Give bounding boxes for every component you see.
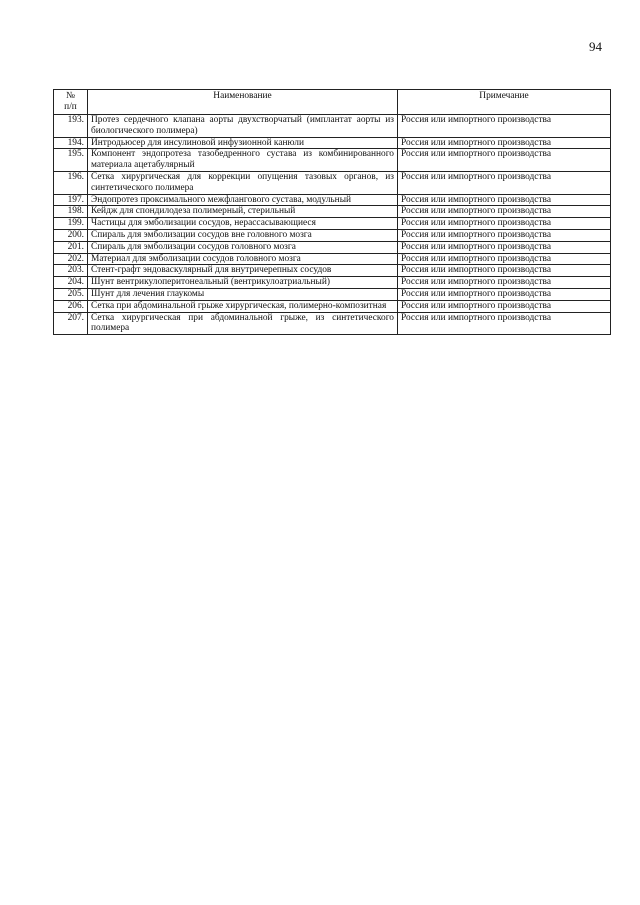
table-row bbox=[54, 137, 611, 149]
table-row bbox=[54, 241, 611, 253]
row-number: 206. bbox=[54, 300, 88, 312]
origin-note: Россия или импортного производства bbox=[398, 149, 611, 172]
device-name: Стент-графт эндоваскулярный для внутричерепных сосудов bbox=[88, 265, 398, 277]
column-header-number-abbr: п/п bbox=[64, 102, 77, 112]
column-header-number-symbol: № bbox=[66, 91, 75, 101]
row-number: 204. bbox=[54, 277, 88, 289]
table-row bbox=[54, 149, 611, 172]
origin-note: Россия или импортного производства bbox=[398, 137, 611, 149]
row-number: 205. bbox=[54, 288, 88, 300]
row-number: 202. bbox=[54, 253, 88, 265]
origin-note: Россия или импортного производства bbox=[398, 115, 611, 138]
origin-note: Россия или импортного производства bbox=[398, 229, 611, 241]
table-row bbox=[54, 206, 611, 218]
origin-note: Россия или импортного производства bbox=[398, 277, 611, 289]
column-header-note: Примечание bbox=[398, 90, 611, 115]
medical-devices-table bbox=[53, 89, 611, 335]
device-name: Протез сердечного клапана аорты двухстворчатый (имплантат аорты из биологического полимера) bbox=[88, 115, 398, 138]
table-row bbox=[54, 288, 611, 300]
device-name: Шунт вентрикулоперитонеальный (вентрикулоатриальный) bbox=[88, 277, 398, 289]
table-row bbox=[54, 115, 611, 138]
table-row bbox=[54, 253, 611, 265]
row-number: 197. bbox=[54, 194, 88, 206]
table-body bbox=[54, 115, 611, 335]
origin-note: Россия или импортного производства bbox=[398, 218, 611, 230]
table-row bbox=[54, 171, 611, 194]
row-number: 207. bbox=[54, 312, 88, 335]
origin-note: Россия или импортного производства bbox=[398, 241, 611, 253]
device-name: Сетка хирургическая при абдоминальной грыже, из синтетического полимера bbox=[88, 312, 398, 335]
device-name: Компонент эндопротеза тазобедренного сустава из комбинированного материала ацетабулярный bbox=[88, 149, 398, 172]
column-header-name: Наименование bbox=[88, 90, 398, 115]
device-name: Сетка хирургическая для коррекции опущения тазовых органов, из синтетического полимера bbox=[88, 171, 398, 194]
row-number: 193. bbox=[54, 115, 88, 138]
origin-note: Россия или импортного производства bbox=[398, 253, 611, 265]
origin-note: Россия или импортного производства bbox=[398, 171, 611, 194]
device-name: Кейдж для спондилодеза полимерный, стерильный bbox=[88, 206, 398, 218]
device-name: Сетка при абдоминальной грыже хирургическая, полимерно-композитная bbox=[88, 300, 398, 312]
device-name: Спираль для эмболизации сосудов головного мозга bbox=[88, 241, 398, 253]
table-row bbox=[54, 277, 611, 289]
table-header bbox=[54, 90, 611, 115]
table-row bbox=[54, 300, 611, 312]
table-row bbox=[54, 229, 611, 241]
device-name: Эндопротез проксимального межфлангового сустава, модульный bbox=[88, 194, 398, 206]
table-row bbox=[54, 218, 611, 230]
table-row bbox=[54, 194, 611, 206]
row-number: 199. bbox=[54, 218, 88, 230]
page-number: 94 bbox=[589, 39, 602, 54]
row-number: 201. bbox=[54, 241, 88, 253]
row-number: 196. bbox=[54, 171, 88, 194]
device-name: Интродьюсер для инсулиновой инфузионной канюли bbox=[88, 137, 398, 149]
row-number: 194. bbox=[54, 137, 88, 149]
table-header-row bbox=[54, 90, 611, 115]
table-row bbox=[54, 265, 611, 277]
origin-note: Россия или импортного производства bbox=[398, 300, 611, 312]
origin-note: Россия или импортного производства bbox=[398, 265, 611, 277]
device-name: Шунт для лечения глаукомы bbox=[88, 288, 398, 300]
origin-note: Россия или импортного производства bbox=[398, 288, 611, 300]
row-number: 200. bbox=[54, 229, 88, 241]
row-number: 198. bbox=[54, 206, 88, 218]
origin-note: Россия или импортного производства bbox=[398, 312, 611, 335]
origin-note: Россия или импортного производства bbox=[398, 206, 611, 218]
column-header-number bbox=[54, 90, 88, 115]
device-name: Спираль для эмболизации сосудов вне головного мозга bbox=[88, 229, 398, 241]
table-row bbox=[54, 312, 611, 335]
origin-note: Россия или импортного производства bbox=[398, 194, 611, 206]
device-name: Материал для эмболизации сосудов головного мозга bbox=[88, 253, 398, 265]
row-number: 203. bbox=[54, 265, 88, 277]
device-name: Частицы для эмболизации сосудов, нерассасывающиеся bbox=[88, 218, 398, 230]
row-number: 195. bbox=[54, 149, 88, 172]
